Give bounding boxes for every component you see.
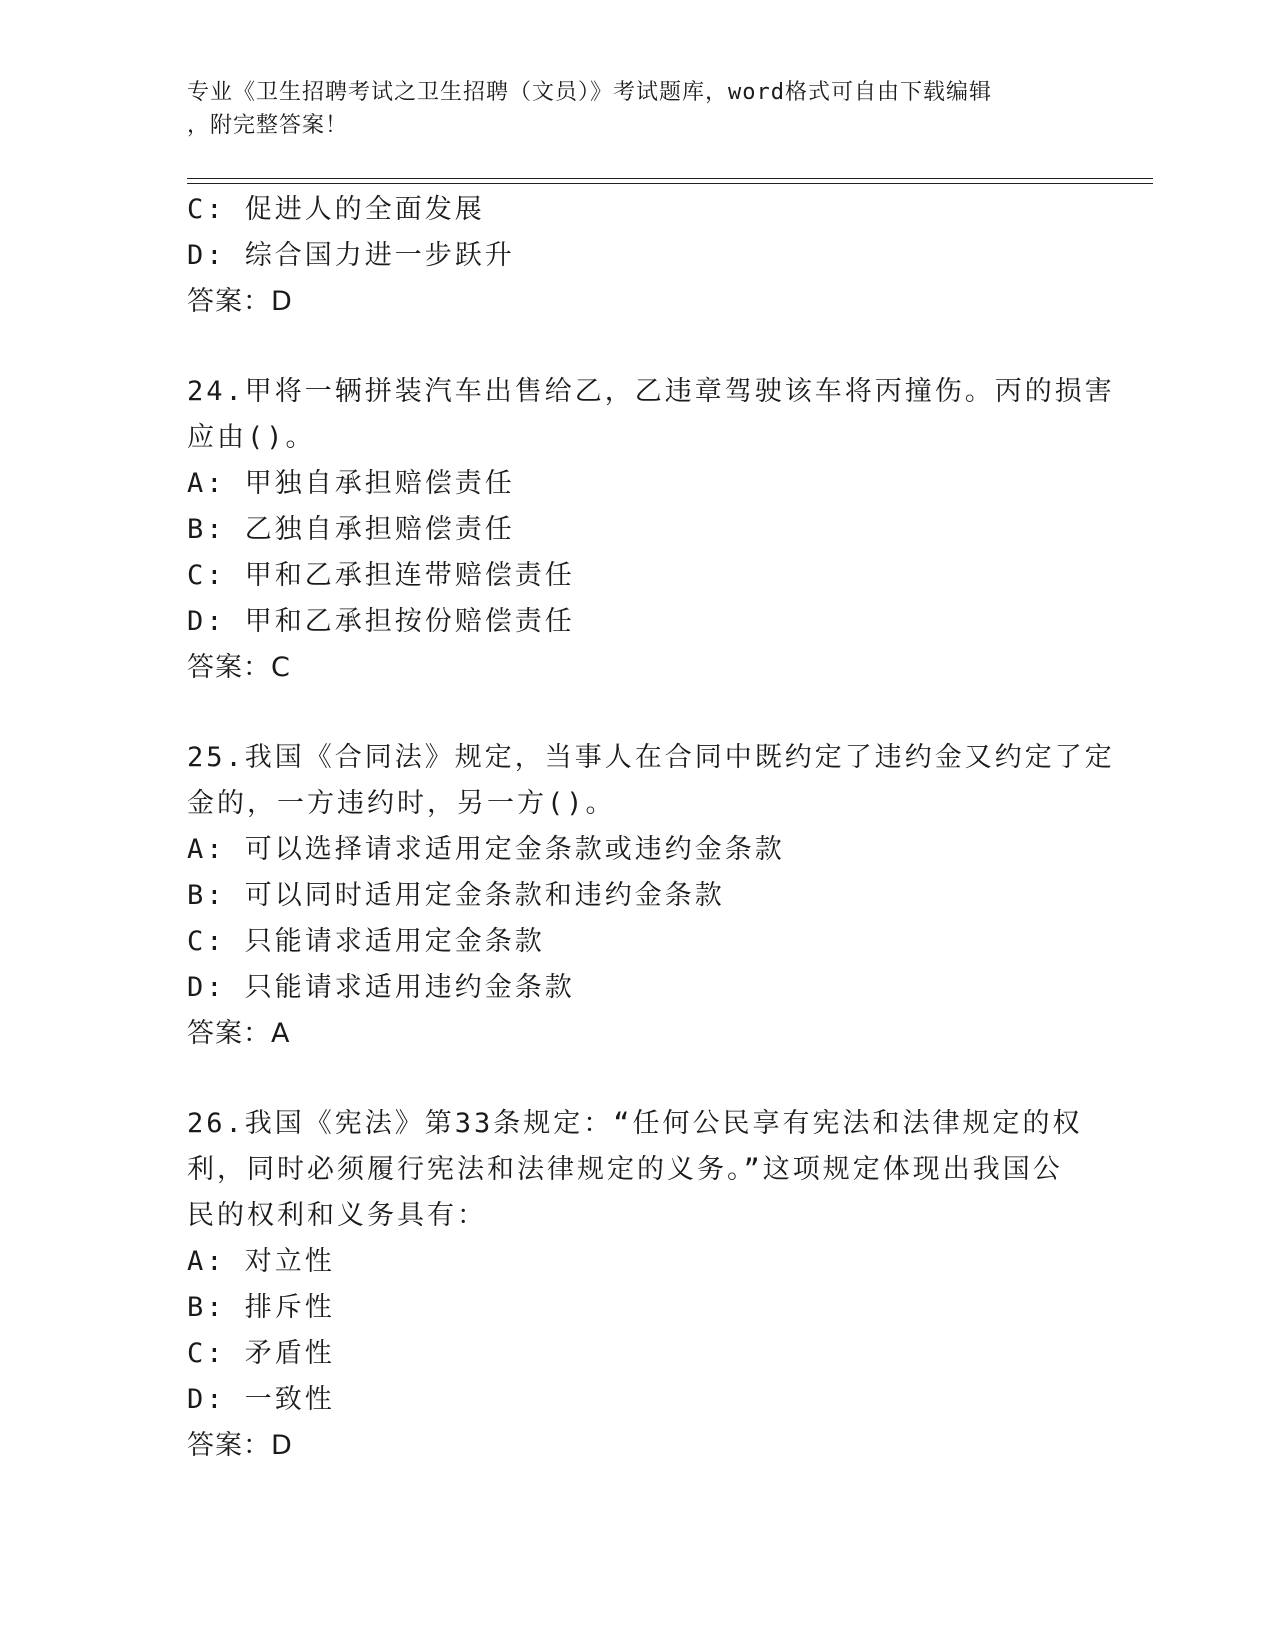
option-d: D: 甲和乙承担按份赔偿责任: [187, 606, 575, 637]
header-line-1: 专业《卫生招聘考试之卫生招聘（文员）》考试题库，word格式可自由下载编辑: [187, 80, 992, 105]
question-stem: 民的权利和义务具有：: [187, 1200, 487, 1231]
option-c: C: 矛盾性: [187, 1338, 335, 1369]
option-d: D: 一致性: [187, 1384, 335, 1415]
option-c: C: 甲和乙承担连带赔偿责任: [187, 560, 575, 591]
header-divider-bottom: [187, 183, 1153, 184]
option-d: D: 只能请求适用违约金条款: [187, 972, 575, 1003]
answer-line: 答案：A: [187, 1018, 291, 1049]
header-line-2: ，附完整答案！: [187, 113, 349, 138]
header-divider-top: [187, 178, 1153, 179]
question-stem: 24.甲将一辆拼装汽车出售给乙，乙违章驾驶该车将丙撞伤。丙的损害: [187, 376, 1115, 407]
document-header: [187, 76, 1067, 142]
option-c: C: 只能请求适用定金条款: [187, 926, 545, 957]
question-stem: 25.我国《合同法》规定，当事人在合同中既约定了违约金又约定了定: [187, 742, 1115, 773]
option-b: B: 可以同时适用定金条款和违约金条款: [187, 880, 725, 911]
question-stem: 26.我国《宪法》第33条规定：“任何公民享有宪法和法律规定的权: [187, 1108, 1083, 1139]
answer-line: 答案：D: [187, 286, 293, 317]
option-d: D: 综合国力进一步跃升: [187, 240, 515, 271]
spacer: [187, 691, 1087, 735]
option-a: A: 对立性: [187, 1246, 335, 1277]
question-stem: 利，同时必须履行宪法和法律规定的义务。”这项规定体现出我国公: [187, 1154, 1063, 1185]
question-list: [187, 187, 1115, 1469]
answer-line: 答案：C: [187, 652, 291, 683]
spacer: [187, 325, 1087, 369]
question-stem: 应由()。: [187, 422, 316, 453]
option-a: A: 可以选择请求适用定金条款或违约金条款: [187, 834, 785, 865]
question-26: [187, 1101, 1087, 1469]
spacer: [187, 1057, 1087, 1101]
answer-line: 答案：D: [187, 1430, 293, 1461]
option-a: A: 甲独自承担赔偿责任: [187, 468, 515, 499]
option-b: B: 乙独自承担赔偿责任: [187, 514, 515, 545]
question-24: [187, 369, 1115, 691]
question-stem: 金的，一方违约时，另一方()。: [187, 788, 616, 819]
option-b: B: 排斥性: [187, 1292, 335, 1323]
continued-question: [187, 187, 1087, 325]
question-25: [187, 735, 1115, 1057]
option-c: C: 促进人的全面发展: [187, 194, 485, 225]
